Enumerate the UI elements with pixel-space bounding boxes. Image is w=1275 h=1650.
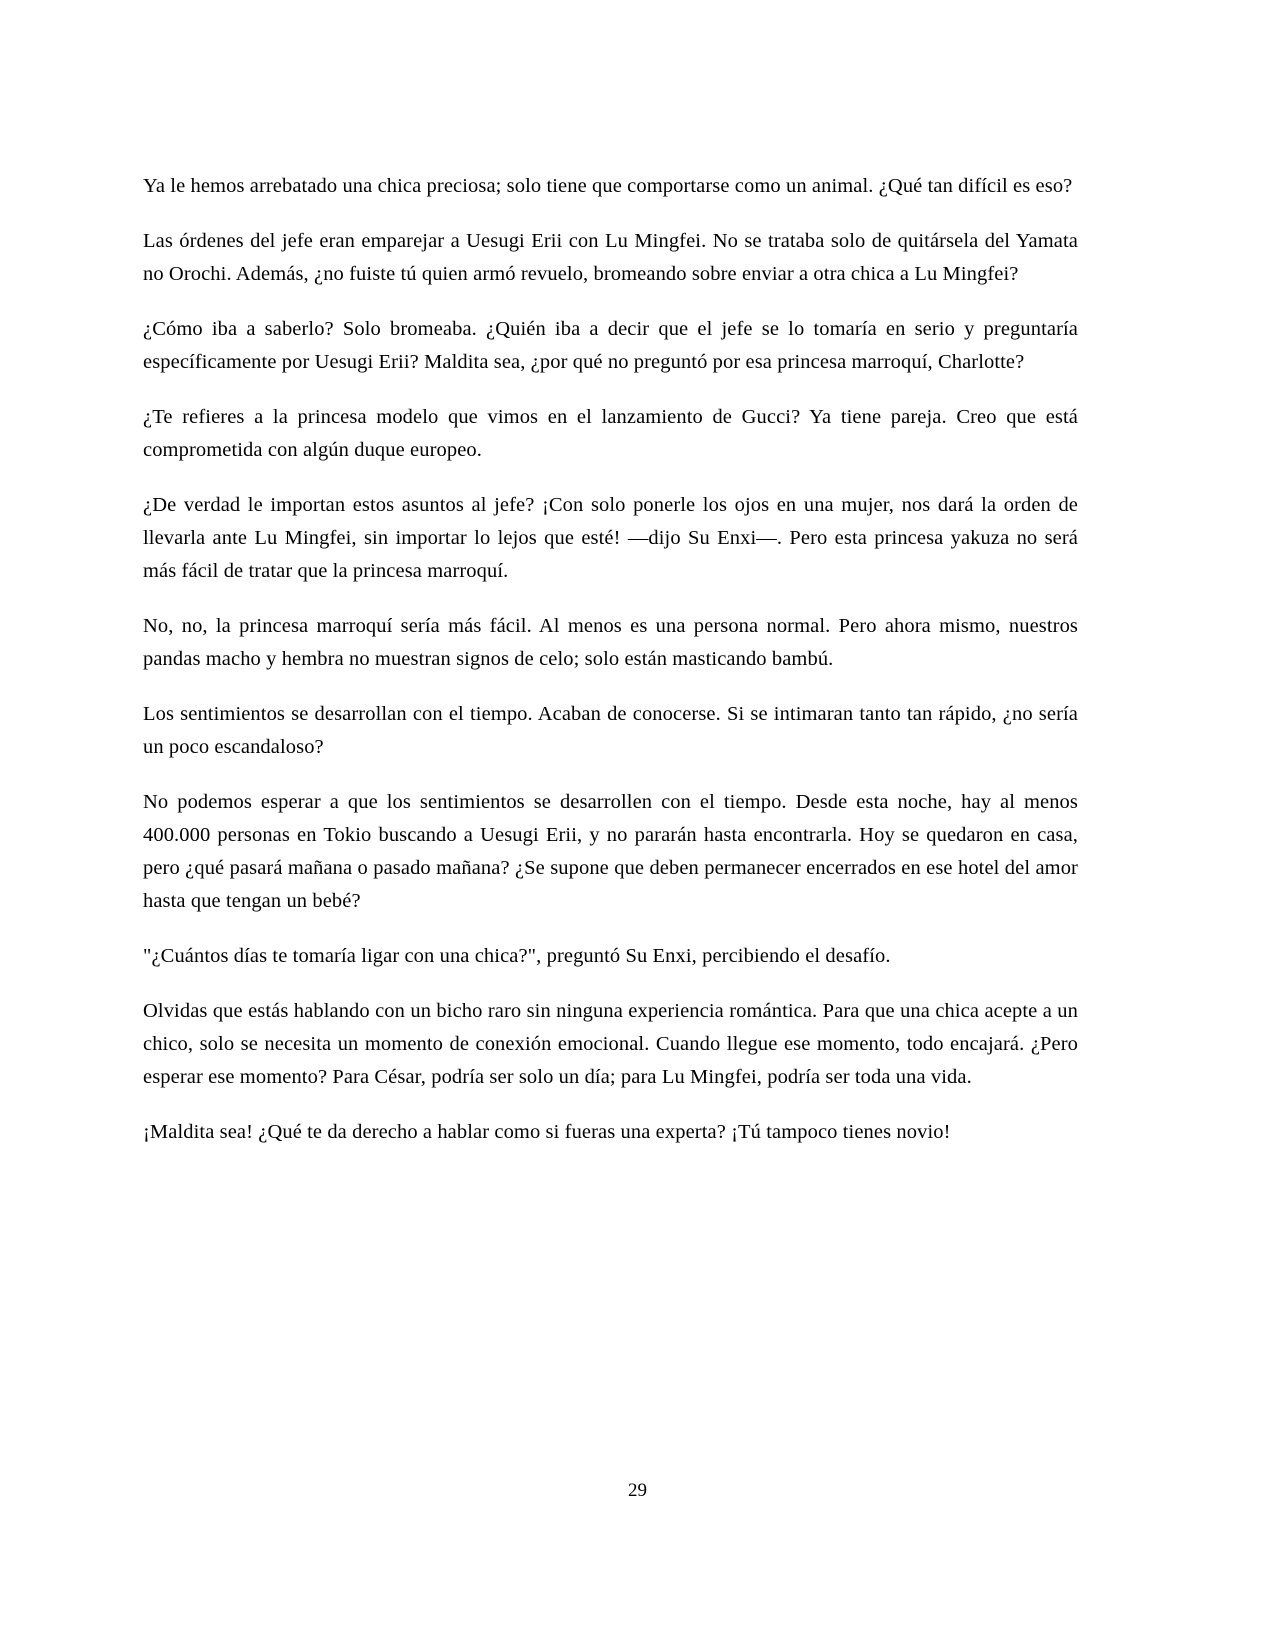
paragraph: ¿De verdad le importan estos asuntos al jefe? ¡Con solo ponerle los ojos en una mujer, nos dará la orden de llevarla ante Lu Mingfei, sin importar lo lejos que esté! —dijo Su Enxi—. Pero esta princesa yakuza no será más fácil de tratar que la princesa marroquí. [143, 494, 1078, 582]
paragraph: No podemos esperar a que los sentimientos se desarrollen con el tiempo. Desde esta noche, hay al menos 400.000 personas en Tokio buscando a Uesugi Erii, y no pararán hasta encontrarla. Hoy se quedaron en casa, pero ¿qué pasará mañana o pasado mañana? ¿Se supone que deben permanecer encerrados en ese hotel del amor hasta que tengan un bebé? [143, 791, 1078, 912]
paragraph: Ya le hemos arrebatado una chica preciosa; solo tiene que comportarse como un animal. ¿Qué tan difícil es eso? [143, 175, 1073, 197]
page-number: 29 [628, 1480, 647, 1501]
paragraph: Olvidas que estás hablando con un bicho raro sin ninguna experiencia romántica. Para que una chica acepte a un chico, solo se necesita un momento de conexión emocional. Cuando llegue ese momento, todo encajará. ¿Pero esperar ese momento? Para César, podría ser solo un día; para Lu Mingfei, podría ser toda una vida. [143, 1000, 1078, 1088]
paragraph: No, no, la princesa marroquí sería más fácil. Al menos es una persona normal. Pero ahora mismo, nuestros pandas macho y hembra no muestran signos de celo; solo están masticando bambú. [143, 615, 1078, 670]
page-content [143, 170, 1078, 1171]
paragraph: ¿Cómo iba a saberlo? Solo bromeaba. ¿Quién iba a decir que el jefe se lo tomaría en serio y preguntaría específicamente por Uesugi Erii? Maldita sea, ¿por qué no preguntó por esa princesa marroquí, Charlotte? [143, 318, 1078, 373]
paragraph: Las órdenes del jefe eran emparejar a Uesugi Erii con Lu Mingfei. No se trataba solo de quitársela del Yamata no Orochi. Además, ¿no fuiste tú quien armó revuelo, bromeando sobre enviar a otra chica a Lu Mingfei? [143, 230, 1078, 285]
paragraph: ¡Maldita sea! ¿Qué te da derecho a hablar como si fueras una experta? ¡Tú tampoco tienes novio! [143, 1121, 951, 1143]
paragraph: "¿Cuántos días te tomaría ligar con una chica?", preguntó Su Enxi, percibiendo el desafío. [143, 945, 891, 967]
paragraph: Los sentimientos se desarrollan con el tiempo. Acaban de conocerse. Si se intimaran tanto tan rápido, ¿no sería un poco escandaloso? [143, 703, 1078, 758]
paragraph: ¿Te refieres a la princesa modelo que vimos en el lanzamiento de Gucci? Ya tiene pareja. Creo que está comprometida con algún duque europeo. [143, 406, 1078, 461]
